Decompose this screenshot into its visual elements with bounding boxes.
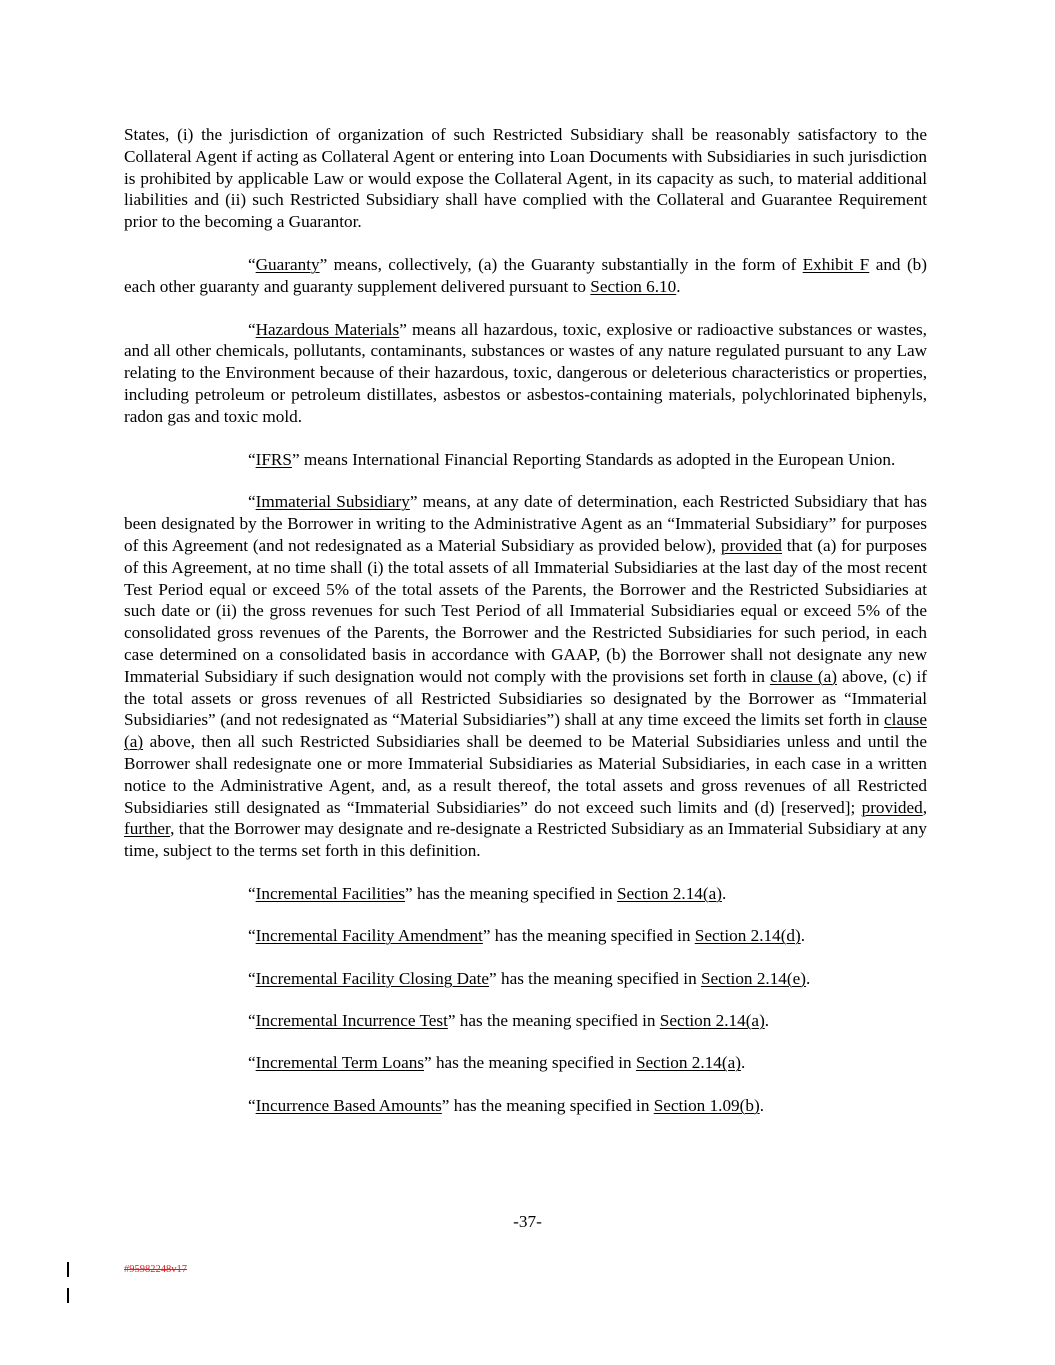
cross-reference: clause (a): [124, 710, 927, 752]
open-quote: “: [248, 492, 256, 512]
open-quote: “: [248, 1011, 256, 1031]
open-quote: “: [248, 449, 256, 469]
definition-incremental-term-loans: [124, 1052, 927, 1074]
definition-incremental-facility-closing-date: [124, 968, 927, 990]
definition-text: ,: [922, 797, 927, 817]
open-quote: “: [248, 968, 256, 988]
definition-hazardous-materials: [124, 319, 927, 428]
cross-reference: Section 1.09(b): [653, 1095, 760, 1115]
definition-text: .: [721, 883, 727, 903]
definition-text: ” has the meaning specified in: [447, 1011, 660, 1031]
defined-term: Guaranty: [255, 254, 320, 274]
defined-term: Incurrence Based Amounts: [255, 1095, 442, 1115]
open-quote: “: [248, 926, 256, 946]
page-number: -37-: [513, 1212, 542, 1231]
defined-term: Incremental Term Loans: [255, 1053, 425, 1073]
definition-ifrs: [124, 449, 927, 471]
open-quote: “: [248, 883, 256, 903]
definition-text: .: [805, 968, 811, 988]
underlined-word: provided: [720, 535, 782, 555]
underlined-word: provided: [861, 797, 923, 817]
paragraph-continuation: States, (i) the jurisdiction of organization of such Restricted Subsidiary shall be reasonably satisfactory to the Collateral Agent if acting as Collateral Agent or entering into Loan Documents with Subsidiaries in such jurisdiction is prohibited by applicable Law or would expose the Collateral Agent, in its capacity as such, to material additional liabilities and (ii) such Restricted Subsidiary shall have complied with the Collateral and Guarantee Requirement prior to the becoming a Guarantor.: [124, 125, 927, 232]
definition-text: ” has the meaning specified in: [441, 1095, 654, 1115]
definition-text: ” means International Financial Reporting Standards as adopted in the European Union.: [291, 449, 896, 469]
definition-text: that (a) for purposes of this Agreement, at no time shall (i) the total assets of all Immaterial Subsidiaries at the last day of the most recent Test Period equal or exceed 5% of the total assets of the Parents, the Borrower and the Restricted Subsidiaries at such date or (ii) the gross revenues for such Test Period of all Immaterial Subsidiaries equal or exceed 5% of the consolidated gross revenues of the Parents, the Borrower and the Restricted Subsidiaries for such period, in each case determined on a consolidated basis in accordance with GAAP, (b) the Borrower shall not designate any new Immaterial Subsidiary if such designation would not comply with the provisions set forth in: [124, 535, 927, 686]
defined-term: Immaterial Subsidiary: [255, 492, 410, 512]
definition-text: above, (c) if the total assets or gross revenues of all Restricted Subsidiaries so designated by the Borrower as “Immaterial Subsidiaries” (and not redesignated as “Material Subsidiaries”) shall at any time exceed the limits set forth in: [124, 666, 927, 730]
cross-reference: Section 2.14(a): [635, 1053, 741, 1073]
definition-incurrence-based-amounts: [124, 1095, 927, 1117]
definition-text: ” has the meaning specified in: [489, 968, 701, 988]
definition-text: ” means all hazardous, toxic, explosive or radioactive substances or wastes, and all other chemicals, pollutants, contaminants, substances or wastes of any nature regulated pursuant to any Law relating to the Environment because of their hazardous, toxic, dangerous or deleterious characteristics or properties, including petroleum or petroleum distillates, asbestos or asbestos-containing materials, polychlorinated biphenyls, radon gas and toxic mold.: [124, 319, 927, 426]
open-quote: “: [248, 254, 256, 274]
open-quote: “: [248, 319, 256, 339]
definition-text: , that the Borrower may designate and re-designate a Restricted Subsidiary as an Immaterial Subsidiary at any time, subject to the terms set forth in this definition.: [124, 819, 927, 861]
revision-change-bar: [67, 1262, 69, 1277]
definition-text: and (b) each other guaranty and guaranty supplement delivered pursuant to: [124, 254, 927, 296]
cross-reference: clause (a): [769, 666, 838, 686]
cross-reference: Section 2.14(d): [694, 926, 801, 946]
revision-change-bar: [67, 1288, 69, 1303]
definition-text: ” has the meaning specified in: [405, 883, 617, 903]
cross-reference: Section 2.14(a): [659, 1011, 765, 1031]
underlined-word: further: [124, 819, 171, 839]
cross-reference: Section 2.14(a): [616, 883, 722, 903]
definition-guaranty: [124, 254, 927, 298]
definition-text: ” means, at any date of determination, each Restricted Subsidiary that has been designated by the Borrower in writing to the Administrative Agent as an “Immaterial Subsidiary” for purposes of this Agreement (and not redesignated as a Material Subsidiary as provided below),: [124, 492, 927, 555]
defined-term: Incremental Facilities: [255, 883, 406, 903]
defined-term: IFRS: [255, 449, 292, 469]
cross-reference: Section 6.10: [590, 276, 677, 296]
definition-text: above, then all such Restricted Subsidiaries shall be deemed to be Material Subsidiaries unless and until the Borrower shall redesignate one or more Immaterial Subsidiaries as Material Subsidiaries, in each case in a written notice to the Administrative Agent, and, as a result thereof, the total assets and gross revenues of all Restricted Subsidiaries still designated as “Immaterial Subsidiaries” do not exceed such limits and (d) [reserved];: [124, 732, 927, 817]
defined-term: Incremental Incurrence Test: [255, 1011, 448, 1031]
open-quote: “: [248, 1095, 256, 1115]
definition-text: .: [764, 1011, 770, 1031]
definition-incremental-facility-amendment: [124, 925, 927, 947]
definition-text: .: [800, 926, 806, 946]
document-page: [124, 124, 927, 1137]
definition-text: ” has the meaning specified in: [424, 1053, 636, 1073]
definition-text: .: [740, 1053, 746, 1073]
definition-immaterial-subsidiary: [124, 491, 927, 862]
defined-term: Hazardous Materials: [255, 319, 400, 339]
definition-text: .: [759, 1095, 764, 1115]
document-id: #95982248v17: [124, 1264, 187, 1275]
definition-incremental-facilities: [124, 883, 927, 905]
defined-term: Incremental Facility Closing Date: [255, 968, 490, 988]
cross-reference: Exhibit F: [802, 254, 870, 274]
definition-text: ” means, collectively, (a) the Guaranty substantially in the form of: [319, 254, 803, 274]
definition-incremental-incurrence-test: [124, 1010, 927, 1032]
definition-text: .: [676, 276, 681, 296]
definition-text: ” has the meaning specified in: [482, 926, 695, 946]
cross-reference: Section 2.14(e): [700, 968, 806, 988]
defined-term: Incremental Facility Amendment: [255, 926, 483, 946]
open-quote: “: [248, 1053, 256, 1073]
